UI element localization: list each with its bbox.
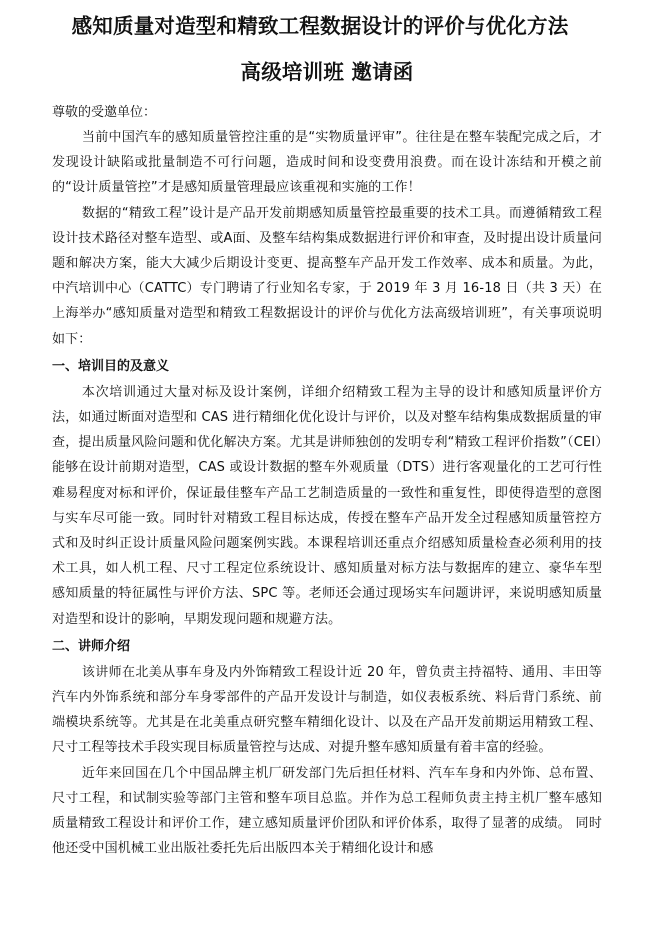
document-title-line-2: 高级培训班 邀请函 (240, 60, 414, 84)
section-paragraph: 近年来回国在几个中国品牌主机厂研发部门先后担任材料、汽车车身和内外饰、总布置、尺寸工程，和试制实验等部门主管和整车项目总监。并作为总工程师负责主持主机厂整车感知质量精致工程设计和评价工作，建立感知质量评价团队和评价体系，取得了显著的成绩。 同时他还受中国机械工业出版社委托先后出版四本关于精细化设计和感 (52, 765, 602, 857)
section-heading-training-purpose: 一、培训目的及意义 (52, 358, 170, 374)
document-title-line-1: 感知质量对造型和精致工程数据设计的评价与优化方法 (71, 14, 569, 38)
section-paragraph: 本次培训通过大量对标及设计案例，详细介绍精致工程为主导的设计和感知质量评价方法，如通过断面对造型和 CAS 进行精细化优化设计与评价，以及对整车结构集成数据质量的审查，提出质量风险问题和优化解决方案。尤其是讲师独创的发明专利“精致工程评价指数”（CEI）能够在设计前期对造型，CAS 或设计数据的整车外观质量（DTS）进行客观量化的工艺可行性难易程度对标和评价，保证最佳整车产品工艺制造质量的一致性和重复性，即使得造型的意图与实车尽可能一致。同时针对精致工程目标达成，传授在整车产品开发全过程感知质量管控方式和及时纠正设计质量风险问题案例实践。本课程培训还重点介绍感知质量检查必须利用的技术工具，如人机工程、尺寸工程定位系统设计、感知质量对标方法与数据库的建立、豪华车型感知质量的特征属性与评价方法、SPC 等。老师还会通过现场实车问题讲评，来说明感知质量对造型和设计的影响，早期发现问题和规避方法。 (52, 384, 602, 627)
salutation: 尊敬的受邀单位： (52, 105, 157, 120)
intro-paragraph: 当前中国汽车的感知质量管控注重的是“实物质量评审”。往往是在整车装配完成之后，才发现设计缺陷或批量制造不可行问题，造成时间和设变费用浪费。而在设计冻结和开模之前的“设计质量管控”才是感知质量管理最应该重视和实施的工作！ (52, 130, 602, 196)
section-heading-instructor: 二、讲师介绍 (52, 638, 131, 654)
intro-paragraph: 数据的“精致工程”设计是产品开发前期感知质量管控最重要的技术工具。而遵循精致工程设计技术路径对整车造型、或A面、及整车结构集成数据进行评价和审查，及时提出设计质量问题和解决方案，能大大减少后期设计变更、提高整车产品开发工作效率、成本和质量。为此，中汽培训中心（CATTC）专门聘请了行业知名专家，于 2019 年 3 月 16-18 日（共 3 天）在上海举办“感知质量对造型和精致工程数据设计的评价与优化方法高级培训班”，有关事项说明如下： (52, 205, 602, 347)
section-paragraph: 该讲师在北美从事车身及内外饰精致工程设计近 20 年，曾负责主持福特、通用、丰田等汽车内外饰系统和部分车身零部件的产品开发设计与制造，如仪表板系统、料后背门系统、前端模块系统等。尤其是在北美重点研究整车精细化设计、以及在产品开发前期运用精致工程、尺寸工程等技术手段实现目标质量管控与达成、对提升整车感知质量有着丰富的经验。 (52, 664, 602, 756)
